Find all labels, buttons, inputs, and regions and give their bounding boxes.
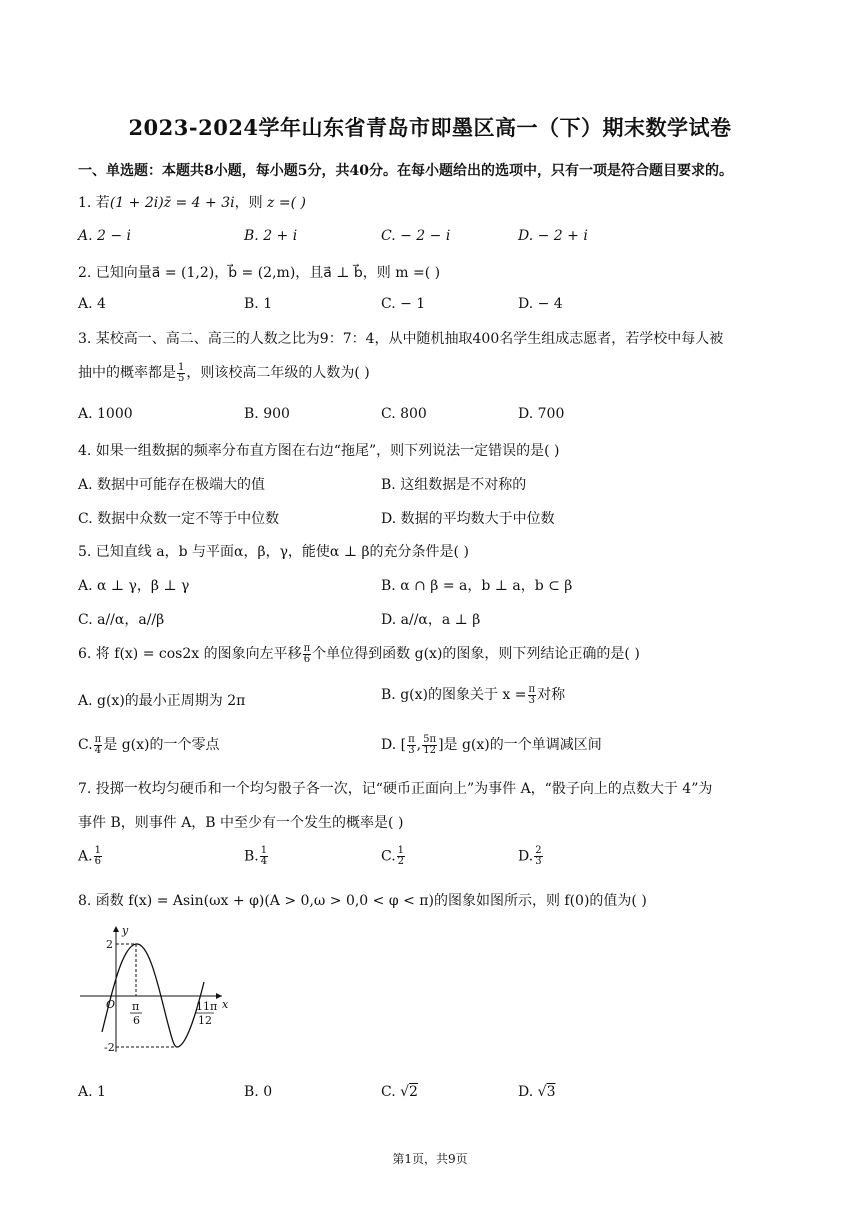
question-7-stem-line1: 7. 投掷一枚均匀硬币和一个均匀骰子各一次，记“硬币正面向上”为事件 A，“骰子向上的点数大于 4”为	[78, 781, 713, 797]
x-tick-pi6-num: π	[132, 1000, 140, 1013]
question-1-option-b: B. 2 + i	[244, 228, 298, 244]
question-8-option-b: B. 0	[244, 1084, 273, 1100]
question-6-option-c: C. $\frac{\pi}{4}$ 是 g(x)的一个零点	[78, 733, 220, 756]
question-5-option-a: A. α ⊥ γ，β ⊥ γ	[78, 578, 190, 594]
question-1-option-a: A. 2 − i	[78, 228, 132, 244]
x-axis-label: x	[222, 998, 229, 1011]
question-6-option-d: D. [ $\frac{\pi}{3}$ , $\frac{5\pi}{12}$ ]是 g(x)的一个单调减区间	[381, 733, 602, 756]
question-5-option-d: D. a//α，a ⊥ β	[381, 612, 481, 628]
question-7-option-a: A. $\frac{1}{6}$	[78, 845, 101, 867]
question-7-option-d: D. $\frac{2}{3}$	[518, 845, 542, 867]
question-8-option-a: A. 1	[78, 1084, 106, 1100]
fraction: $\frac{\pi}{6}$	[303, 642, 311, 665]
question-3-option-a: A. 1000	[78, 406, 133, 422]
question-1-stem: 1. 若(1 + 2i)z̄ = 4 + 3i，则 z =( )	[78, 195, 306, 211]
question-8-option-d: D. √3	[518, 1084, 556, 1100]
question-2-option-a: A. 4	[78, 296, 106, 312]
question-5-stem: 5. 已知直线 a，b 与平面α，β，γ，能使α ⊥ β的充分条件是( )	[78, 544, 469, 560]
y-tick-top: 2	[106, 938, 113, 951]
question-4-option-b: B. 这组数据是不对称的	[381, 477, 527, 493]
question-3-option-b: B. 900	[244, 406, 290, 422]
question-4-option-d: D. 数据的平均数大于中位数	[381, 511, 555, 527]
question-7-stem-line2: 事件 B，则事件 A，B 中至少有一个发生的概率是( )	[78, 815, 404, 831]
question-3-stem-line2: 抽中的概率都是 $\frac{1}{5}$ ，则该校高二年级的人数为( )	[78, 361, 370, 384]
y-tick-bottom: -2	[104, 1041, 115, 1054]
y-axis-arrow-icon	[113, 926, 119, 932]
x-tick-11pi12-den: 12	[198, 1014, 212, 1027]
sine-curve	[102, 944, 204, 1047]
question-1-option-c: C. − 2 − i	[381, 228, 451, 244]
y-axis-label: y	[122, 924, 129, 937]
question-8-stem: 8. 函数 f(x) = Asin(ωx + φ)(A > 0,ω > 0,0 < φ < π)的图象如图所示，则 f(0)的值为( )	[78, 893, 647, 909]
question-1-option-d: D. − 2 + i	[518, 228, 588, 244]
question-2-option-d: D. − 4	[518, 296, 563, 312]
question-4-option-c: C. 数据中众数一定不等于中位数	[78, 511, 280, 527]
question-4-stem: 4. 如果一组数据的频率分布直方图在右边“拖尾”，则下列说法一定错误的是( )	[78, 443, 560, 459]
question-6-option-a: A. g(x)的最小正周期为 2π	[78, 693, 246, 709]
x-tick-11pi12-num: 11π	[196, 1000, 218, 1013]
question-6-stem: 6. 将 f(x) = cos2x 的图象向左平移 $\frac{\pi}{6}$ 个单位得到函数 g(x)的图象，则下列结论正确的是( )	[78, 642, 640, 665]
question-2-stem: 2. 已知向量a⃗ = (1,2)，b⃗ = (2,m)，且a⃗ ⊥ b⃗，则 m =( )	[78, 265, 441, 281]
question-5-option-b: B. α ∩ β = a，b ⊥ a，b ⊂ β	[381, 578, 573, 594]
fraction: $\frac{1}{5}$	[178, 361, 185, 384]
question-6-option-b: B. g(x)的图象关于 x = $\frac{\pi}{3}$ 对称	[381, 683, 566, 706]
x-tick-pi6-den: 6	[133, 1014, 140, 1027]
question-3-option-d: D. 700	[518, 406, 565, 422]
question-7-option-c: C. $\frac{1}{2}$	[381, 845, 405, 867]
question-8-option-c: C. √2	[381, 1084, 418, 1100]
question-5-option-c: C. a//α，a//β	[78, 612, 165, 628]
page-title: 2023-2024学年山东省青岛市即墨区高一（下）期末数学试卷	[128, 115, 732, 140]
question-3-stem-line1: 3. 某校高一、高二、高三的人数之比为9：7：4，从中随机抽取400名学生组成志愿者，若学校中每人被	[78, 331, 724, 347]
page-footer: 第1页，共9页	[392, 1152, 468, 1166]
origin-label: O	[106, 998, 116, 1011]
question-4-option-a: A. 数据中可能存在极端大的值	[78, 477, 266, 493]
sine-graph-figure	[76, 924, 236, 1056]
question-2-option-c: C. − 1	[381, 296, 426, 312]
question-3-option-c: C. 800	[381, 406, 427, 422]
section-heading: 一、单选题：本题共8小题，每小题5分，共40分。在每小题给出的选项中，只有一项是符合题目要求的。	[78, 163, 733, 179]
question-2-option-b: B. 1	[244, 296, 273, 312]
question-7-option-b: B. $\frac{1}{4}$	[244, 845, 268, 867]
